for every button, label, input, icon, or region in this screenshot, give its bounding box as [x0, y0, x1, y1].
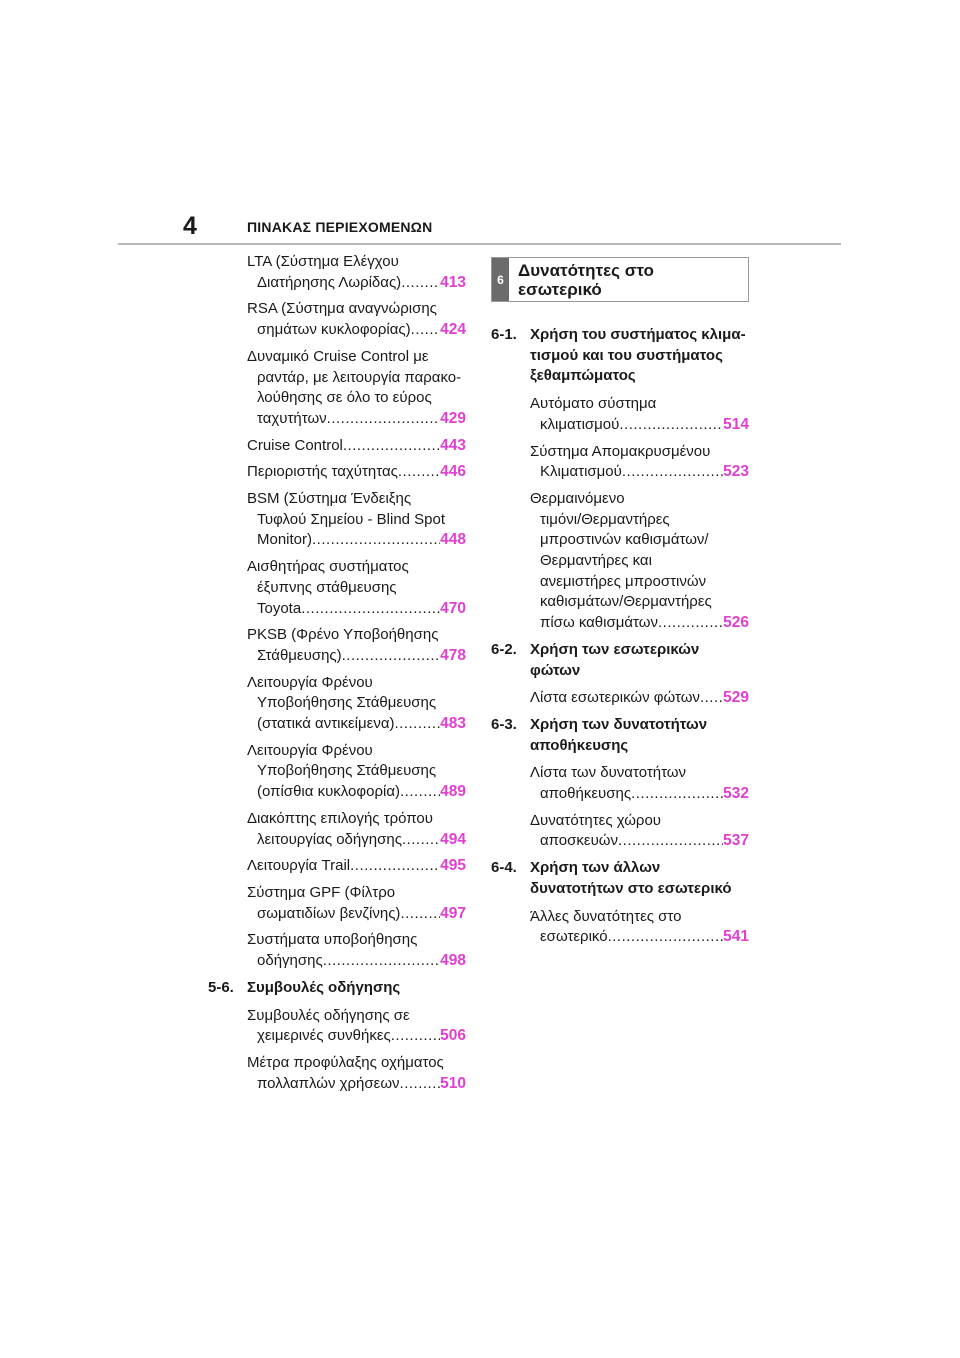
- toc-entry-line: Σύστημα GPF (Φίλτρο: [247, 883, 396, 901]
- section-number: 6-4.: [491, 859, 517, 877]
- dot-leader: [631, 784, 723, 805]
- chapter-title-line: εσωτερικό: [518, 280, 602, 299]
- toc-entry[interactable]: [208, 856, 466, 877]
- toc-entry[interactable]: [208, 347, 466, 430]
- page-reference[interactable]: 497: [440, 904, 466, 922]
- toc-entry[interactable]: [208, 462, 466, 483]
- dot-leader: [608, 927, 724, 948]
- section-title-line: τισμού και του συστήματος: [530, 346, 723, 364]
- page-reference[interactable]: 443: [440, 436, 466, 454]
- toc-entry-line: Αυτόματο σύστημα: [530, 395, 657, 413]
- toc-entry-line: [247, 951, 466, 972]
- dot-leader: [402, 830, 440, 851]
- section-title-line: φώτων: [530, 661, 581, 679]
- section-title-line: αποθήκευσης: [530, 736, 629, 754]
- section-heading[interactable]: [491, 858, 749, 899]
- page-reference[interactable]: 532: [723, 785, 749, 803]
- chapter-tab: 6: [492, 258, 509, 301]
- toc-entry-line: [530, 831, 749, 852]
- toc-entry-text: Monitor): [257, 531, 313, 549]
- toc-entry-text: αποθήκευσης: [540, 785, 632, 803]
- toc-entry[interactable]: [208, 436, 466, 457]
- dot-leader: [400, 782, 440, 803]
- page-reference[interactable]: 526: [723, 614, 749, 632]
- toc-entry-line: LTA (Σύστημα Ελέγχου: [247, 253, 399, 270]
- page-reference[interactable]: 413: [440, 273, 466, 291]
- dot-leader: [619, 415, 723, 436]
- dot-leader: [700, 688, 723, 709]
- dot-leader: [301, 599, 440, 620]
- section-number: 6-3.: [491, 715, 517, 733]
- toc-entry-line: Διακόπτης επιλογής τρόπου: [247, 809, 433, 827]
- toc-entry-line: Δυναμικό Cruise Control με: [247, 347, 429, 365]
- toc-entry-text: Λίστα εσωτερικών φώτων: [530, 689, 700, 707]
- toc-entry-line: [530, 462, 749, 483]
- toc-entry-text: Cruise Control: [247, 436, 343, 454]
- chapter-title: [509, 258, 654, 301]
- dot-leader: [323, 951, 440, 972]
- toc-entry-line: [247, 904, 466, 925]
- section-heading[interactable]: [208, 978, 466, 999]
- page-reference[interactable]: 429: [440, 409, 466, 427]
- toc-entry-line: Συστήματα υποβοήθησης: [247, 931, 418, 949]
- section-title-line: ξεθαμπώματος: [530, 367, 636, 385]
- toc-entry-text: σημάτων κυκλοφορίας): [257, 321, 411, 339]
- section-heading[interactable]: [491, 325, 749, 387]
- page-reference[interactable]: 424: [440, 321, 466, 339]
- toc-entry-line: ραντάρ, με λειτουργία παρακο-: [257, 368, 462, 386]
- toc-entry[interactable]: [491, 489, 749, 634]
- dot-leader: [401, 273, 440, 294]
- toc-entry-text: Toyota: [257, 599, 302, 617]
- toc-entry-line: τιμόνι/Θερμαντήρες: [540, 510, 670, 528]
- toc-entry-line: [530, 927, 749, 948]
- dot-leader: [411, 320, 440, 341]
- dot-leader: [343, 436, 440, 457]
- toc-entry[interactable]: [208, 883, 466, 924]
- toc-entry[interactable]: [208, 1006, 466, 1047]
- toc-entry-line: Σύστημα Απομακρυσμένου: [530, 442, 711, 460]
- page-reference[interactable]: 483: [440, 715, 466, 733]
- page-reference[interactable]: 495: [440, 857, 466, 875]
- toc-right-column: [491, 257, 749, 954]
- toc-entry-line: [530, 613, 749, 634]
- toc-entry[interactable]: [208, 557, 466, 619]
- toc-entry-text: πολλαπλών χρήσεων: [257, 1074, 400, 1092]
- toc-entry[interactable]: [491, 811, 749, 852]
- toc-entry-line: Μέτρα προφύλαξης οχήματος: [247, 1053, 444, 1071]
- toc-entry-line: μπροστινών καθισμάτων/: [540, 531, 709, 549]
- toc-entry-line: έξυπνης στάθμευσης: [257, 578, 397, 596]
- section-number: 5-6.: [208, 978, 234, 996]
- toc-entry-text: σωματιδίων βενζίνης): [257, 904, 401, 922]
- toc-entry-line: Συμβουλές οδήγησης σε: [247, 1006, 410, 1024]
- toc-entry-text: αποσκευών: [540, 832, 619, 850]
- toc-entry-text: λειτουργίας οδήγησης: [257, 830, 402, 848]
- section-heading[interactable]: [491, 715, 749, 756]
- page-reference[interactable]: 541: [723, 928, 749, 946]
- toc-entry-line: [247, 1026, 466, 1047]
- toc-entry-line: Υποβοήθησης Στάθμευσης: [257, 762, 437, 780]
- section-title-line: Χρήση των εσωτερικών: [530, 640, 700, 658]
- section-title-line: Χρήση των άλλων: [530, 859, 661, 877]
- page-number: 4: [183, 212, 197, 240]
- toc-entry-line: [247, 599, 466, 620]
- dot-leader: [618, 831, 723, 852]
- toc-entry-line: Άλλες δυνατότητες στο: [530, 907, 682, 925]
- toc-entry-line: καθισμάτων/Θερμαντήρες: [540, 593, 712, 611]
- toc-entry-line: [247, 646, 466, 667]
- dot-leader: [327, 409, 440, 430]
- section-title-line: Χρήση του συστήματος κλιμα-: [530, 326, 746, 343]
- toc-entry-line: [247, 409, 466, 430]
- toc-entry-text: χειμερινές συνθήκες: [257, 1027, 391, 1045]
- page-reference[interactable]: 529: [723, 689, 749, 707]
- dot-leader: [391, 1026, 440, 1047]
- page-reference[interactable]: 448: [440, 531, 466, 549]
- page-reference[interactable]: 537: [723, 832, 749, 850]
- section-heading[interactable]: [491, 640, 749, 681]
- toc-entry-line: [247, 320, 466, 341]
- toc-entry-text: (οπίσθια κυκλοφορία): [257, 783, 400, 801]
- toc-entry[interactable]: [208, 741, 466, 803]
- toc-entry-line: Λίστα των δυνατοτήτων: [530, 764, 687, 782]
- toc-entry-line: RSA (Σύστημα αναγνώρισης: [247, 300, 437, 318]
- toc-entry-line: Λειτουργία Φρένου: [247, 673, 373, 691]
- section-title-line: δυνατοτήτων στο εσωτερικό: [530, 879, 732, 897]
- page-reference[interactable]: 510: [440, 1074, 466, 1092]
- page-title: ΠΙΝΑΚΑΣ ΠΕΡΙΕΧΟΜΕΝΩΝ: [247, 219, 433, 235]
- toc-entry-line: [247, 714, 466, 735]
- toc-entry-text: Κλιματισμού: [540, 463, 622, 481]
- dot-leader: [622, 462, 723, 483]
- toc-entry-text: (στατικά αντικείμενα): [257, 715, 395, 733]
- toc-entry-text: πίσω καθισμάτων: [540, 614, 658, 632]
- toc-entry-line: [247, 273, 466, 294]
- header-rule: [118, 243, 841, 245]
- toc-entry-line: Αισθητήρας συστήματος: [247, 558, 409, 576]
- toc-entry[interactable]: [208, 1053, 466, 1094]
- page-reference[interactable]: 506: [440, 1027, 466, 1045]
- toc-entry-line: [247, 856, 466, 877]
- toc-entry[interactable]: [208, 625, 466, 666]
- toc-entry-text: Περιοριστής ταχύτητας: [247, 463, 398, 481]
- toc-entry-line: [530, 688, 749, 709]
- toc-entry[interactable]: [208, 930, 466, 971]
- dot-leader: [350, 856, 440, 877]
- toc-entry-line: Δυνατότητες χώρου: [530, 811, 661, 829]
- toc-entry-line: Τυφλού Σημείου - Blind Spot: [257, 510, 446, 528]
- toc-entry-line: [247, 1074, 466, 1095]
- dot-leader: [395, 714, 441, 735]
- toc-entry-text: οδήγησης: [257, 952, 323, 970]
- page-reference[interactable]: 514: [723, 415, 749, 433]
- toc-entry-line: [247, 436, 466, 457]
- toc-entry[interactable]: [491, 688, 749, 709]
- toc-entry[interactable]: [491, 442, 749, 483]
- page-reference[interactable]: 478: [440, 646, 466, 664]
- toc-entry-line: [530, 784, 749, 805]
- dot-leader: [658, 613, 723, 634]
- section-title-line: Συμβουλές οδήγησης: [247, 978, 401, 996]
- toc-left-column: [208, 252, 466, 1100]
- toc-entry-text: κλιματισμού: [540, 415, 620, 433]
- toc-entry-line: PKSB (Φρένο Υποβοήθησης: [247, 626, 439, 644]
- toc-entry-text: ταχυτήτων: [257, 409, 327, 427]
- toc-entry-line: [247, 830, 466, 851]
- section-number: 6-1.: [491, 326, 517, 343]
- toc-entry-line: [247, 462, 466, 483]
- chapter-header[interactable]: [491, 257, 749, 302]
- toc-entry-line: Θερμαινόμενο: [530, 489, 625, 507]
- dot-leader: [400, 1074, 441, 1095]
- toc-entry[interactable]: [208, 673, 466, 735]
- toc-entry-text: εσωτερικό: [540, 928, 608, 946]
- toc-entry[interactable]: [208, 299, 466, 340]
- dot-leader: [342, 646, 440, 667]
- section-number: 6-2.: [491, 640, 517, 658]
- toc-entry-text: Στάθμευσης): [257, 646, 342, 664]
- toc-entry-line: [530, 415, 749, 436]
- toc-entry[interactable]: [208, 252, 466, 293]
- page-reference[interactable]: 494: [440, 830, 466, 848]
- toc-entry-line: Υποβοήθησης Στάθμευσης: [257, 694, 437, 712]
- toc-entry[interactable]: [208, 809, 466, 850]
- section-title-line: Χρήση των δυνατοτήτων: [530, 715, 708, 733]
- toc-entry-line: [247, 530, 466, 551]
- toc-entry-line: Λειτουργία Φρένου: [247, 741, 373, 759]
- toc-entry-text: Διατήρησης Λωρίδας): [257, 273, 402, 291]
- page-reference[interactable]: 498: [440, 952, 466, 970]
- dot-leader: [398, 462, 440, 483]
- page-reference[interactable]: 446: [440, 463, 466, 481]
- toc-entry-line: BSM (Σύστημα Ένδειξης: [247, 490, 412, 508]
- toc-entry-line: Θερμαντήρες και: [540, 552, 652, 570]
- toc-entry[interactable]: [491, 907, 749, 948]
- toc-entry[interactable]: [491, 394, 749, 435]
- toc-entry[interactable]: [208, 489, 466, 551]
- dot-leader: [312, 530, 440, 551]
- page-reference[interactable]: 523: [723, 463, 749, 481]
- toc-entry-line: [247, 782, 466, 803]
- page-reference[interactable]: 489: [440, 783, 466, 801]
- toc-entry-text: Λειτουργία Trail: [247, 857, 351, 875]
- page-reference[interactable]: 470: [440, 599, 466, 617]
- toc-entry-line: λούθησης σε όλο το εύρος: [257, 389, 432, 407]
- toc-entry-line: ανεμιστήρες μπροστινών: [540, 572, 707, 590]
- chapter-title-line: Δυνατότητες στο: [518, 261, 654, 280]
- toc-entry[interactable]: [491, 763, 749, 804]
- dot-leader: [400, 904, 440, 925]
